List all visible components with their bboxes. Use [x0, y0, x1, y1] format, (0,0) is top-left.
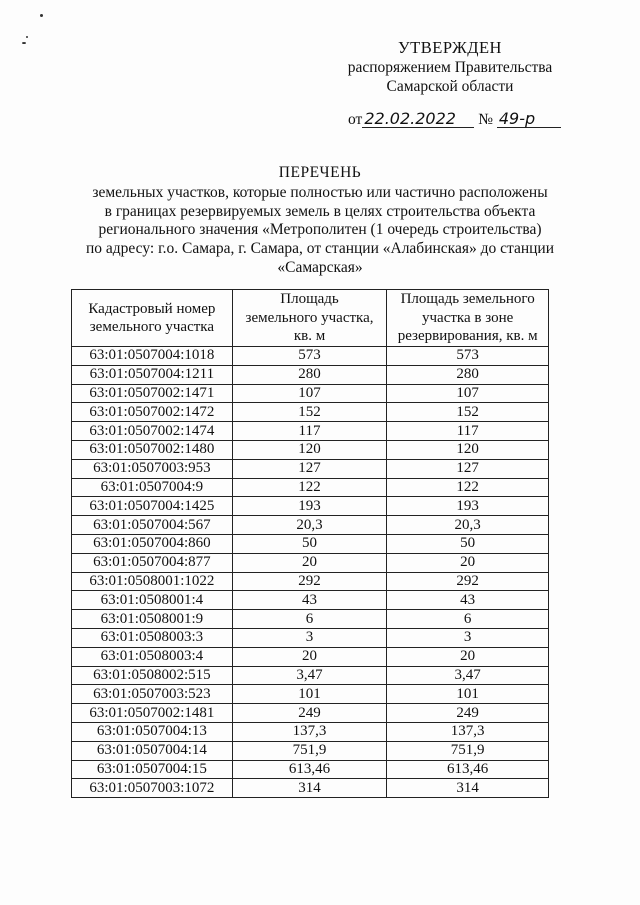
table-row: [72, 365, 549, 384]
plot-area-cell: 43: [232, 591, 387, 610]
reserved-area-cell: 613,46: [387, 760, 549, 779]
date-prefix: от: [348, 111, 363, 128]
reserved-area-cell: 127: [387, 459, 549, 478]
plot-area-cell: 314: [232, 779, 387, 798]
plot-area-cell: 120: [232, 440, 387, 459]
table-row: [72, 534, 549, 553]
approval-line: Самарской области: [386, 78, 514, 95]
scan-speck: [26, 36, 28, 38]
table-row: [72, 591, 549, 610]
heading-line: регионального значения «Метрополитен (1 очередь строительства): [98, 221, 542, 239]
reserved-area-cell: 193: [387, 497, 549, 516]
cadastral-number-cell: 63:01:0507002:1474: [72, 422, 233, 441]
table-row: [72, 610, 549, 629]
plot-area-cell: 50: [232, 534, 387, 553]
table-row: [72, 760, 549, 779]
reserved-area-cell: 20,3: [387, 516, 549, 535]
scan-speck: [22, 42, 26, 44]
header-reserved-area: Площадь земельного участка в зоне резервирования, кв. м: [387, 290, 549, 347]
plot-area-cell: 3,47: [232, 666, 387, 685]
document-heading: [70, 164, 570, 278]
plot-area-cell: 127: [232, 459, 387, 478]
plot-area-cell: 20,3: [232, 516, 387, 535]
cadastral-number-cell: 63:01:0507004:13: [72, 722, 233, 741]
table-row: [72, 422, 549, 441]
reserved-area-cell: 280: [387, 365, 549, 384]
plot-area-cell: 20: [232, 553, 387, 572]
reserved-area-cell: 6: [387, 610, 549, 629]
cadastral-number-cell: 63:01:0507004:1211: [72, 365, 233, 384]
table-row: [72, 553, 549, 572]
cadastral-number-cell: 63:01:0507004:14: [72, 741, 233, 760]
cadastral-number-cell: 63:01:0507004:1425: [72, 497, 233, 516]
table-row: [72, 403, 549, 422]
cadastral-number-cell: 63:01:0507004:1018: [72, 347, 233, 366]
land-plots-table: [71, 289, 549, 798]
reserved-area-cell: 751,9: [387, 741, 549, 760]
table-row: [72, 440, 549, 459]
table-row: [72, 572, 549, 591]
plot-area-cell: 280: [232, 365, 387, 384]
table-row: [72, 516, 549, 535]
table-row: [72, 722, 549, 741]
plot-area-cell: 107: [232, 384, 387, 403]
plot-area-cell: 20: [232, 647, 387, 666]
plot-area-cell: 193: [232, 497, 387, 516]
cadastral-number-cell: 63:01:0507003:523: [72, 685, 233, 704]
heading-line: «Самарская»: [277, 258, 363, 276]
heading-line: земельных участков, которые полностью или частично расположены: [92, 183, 548, 201]
approval-block: [330, 38, 570, 96]
plot-area-cell: 137,3: [232, 722, 387, 741]
cadastral-number-cell: 63:01:0507003:953: [72, 459, 233, 478]
cadastral-number-cell: 63:01:0508001:1022: [72, 572, 233, 591]
reserved-area-cell: 107: [387, 384, 549, 403]
table-row: [72, 459, 549, 478]
reserved-area-cell: 117: [387, 422, 549, 441]
reserved-area-cell: 3: [387, 628, 549, 647]
cadastral-number-cell: 63:01:0507004:567: [72, 516, 233, 535]
reserved-area-cell: 20: [387, 647, 549, 666]
plot-area-cell: 613,46: [232, 760, 387, 779]
cadastral-number-cell: 63:01:0507004:9: [72, 478, 233, 497]
reserved-area-cell: 249: [387, 704, 549, 723]
plot-area-cell: 751,9: [232, 741, 387, 760]
reserved-area-cell: 292: [387, 572, 549, 591]
plot-area-cell: 117: [232, 422, 387, 441]
reserved-area-cell: 3,47: [387, 666, 549, 685]
reserved-area-cell: 43: [387, 591, 549, 610]
cadastral-number-cell: 63:01:0508001:9: [72, 610, 233, 629]
table-row: [72, 704, 549, 723]
reserved-area-cell: 314: [387, 779, 549, 798]
cadastral-number-cell: 63:01:0507002:1472: [72, 403, 233, 422]
cadastral-number-cell: 63:01:0508003:4: [72, 647, 233, 666]
handwritten-date: 22.02.2022: [362, 110, 474, 128]
plot-area-cell: 3: [232, 628, 387, 647]
table-row: [72, 685, 549, 704]
plot-area-cell: 152: [232, 403, 387, 422]
cadastral-number-cell: 63:01:0507002:1480: [72, 440, 233, 459]
table-row: [72, 647, 549, 666]
table-row: [72, 384, 549, 403]
header-plot-area: Площадь земельного участка, кв. м: [232, 290, 387, 347]
reserved-area-cell: 122: [387, 478, 549, 497]
table-row: [72, 497, 549, 516]
reserved-area-cell: 573: [387, 347, 549, 366]
plot-area-cell: 6: [232, 610, 387, 629]
table-row: [72, 741, 549, 760]
reserved-area-cell: 137,3: [387, 722, 549, 741]
cadastral-number-cell: 63:01:0507004:860: [72, 534, 233, 553]
reserved-area-cell: 152: [387, 403, 549, 422]
number-label: №: [478, 111, 493, 128]
table-row: [72, 628, 549, 647]
table-row: [72, 347, 549, 366]
table-row: [72, 779, 549, 798]
plot-area-cell: 292: [232, 572, 387, 591]
heading-line: в границах резервируемых земель в целях строительства объекта: [104, 202, 536, 220]
reserved-area-cell: 120: [387, 440, 549, 459]
plot-area-cell: 122: [232, 478, 387, 497]
heading-title: ПЕРЕЧЕНЬ: [278, 164, 362, 181]
reserved-area-cell: 20: [387, 553, 549, 572]
cadastral-number-cell: 63:01:0507004:877: [72, 553, 233, 572]
cadastral-number-cell: 63:01:0508003:3: [72, 628, 233, 647]
approval-line: распоряжением Правительства: [347, 59, 553, 76]
approval-title: УТВЕРЖДЕН: [398, 38, 502, 57]
table-body: [72, 347, 549, 798]
cadastral-number-cell: 63:01:0507002:1471: [72, 384, 233, 403]
table-row: [72, 666, 549, 685]
cadastral-number-cell: 63:01:0508002:515: [72, 666, 233, 685]
cadastral-number-cell: 63:01:0508001:4: [72, 591, 233, 610]
scan-speck: [40, 14, 43, 17]
handwritten-number: 49-р: [497, 110, 561, 128]
heading-line: по адресу: г.о. Самара, г. Самара, от станции «Алабинская» до станции: [85, 240, 555, 258]
header-cadastral-number: Кадастровый номер земельного участка: [72, 290, 233, 347]
table-header-row: [72, 290, 549, 347]
cadastral-number-cell: 63:01:0507002:1481: [72, 704, 233, 723]
plot-area-cell: 249: [232, 704, 387, 723]
cadastral-number-cell: 63:01:0507003:1072: [72, 779, 233, 798]
cadastral-number-cell: 63:01:0507004:15: [72, 760, 233, 779]
table-row: [72, 478, 549, 497]
plot-area-cell: 101: [232, 685, 387, 704]
document-dateline: [348, 110, 561, 129]
reserved-area-cell: 101: [387, 685, 549, 704]
reserved-area-cell: 50: [387, 534, 549, 553]
plot-area-cell: 573: [232, 347, 387, 366]
